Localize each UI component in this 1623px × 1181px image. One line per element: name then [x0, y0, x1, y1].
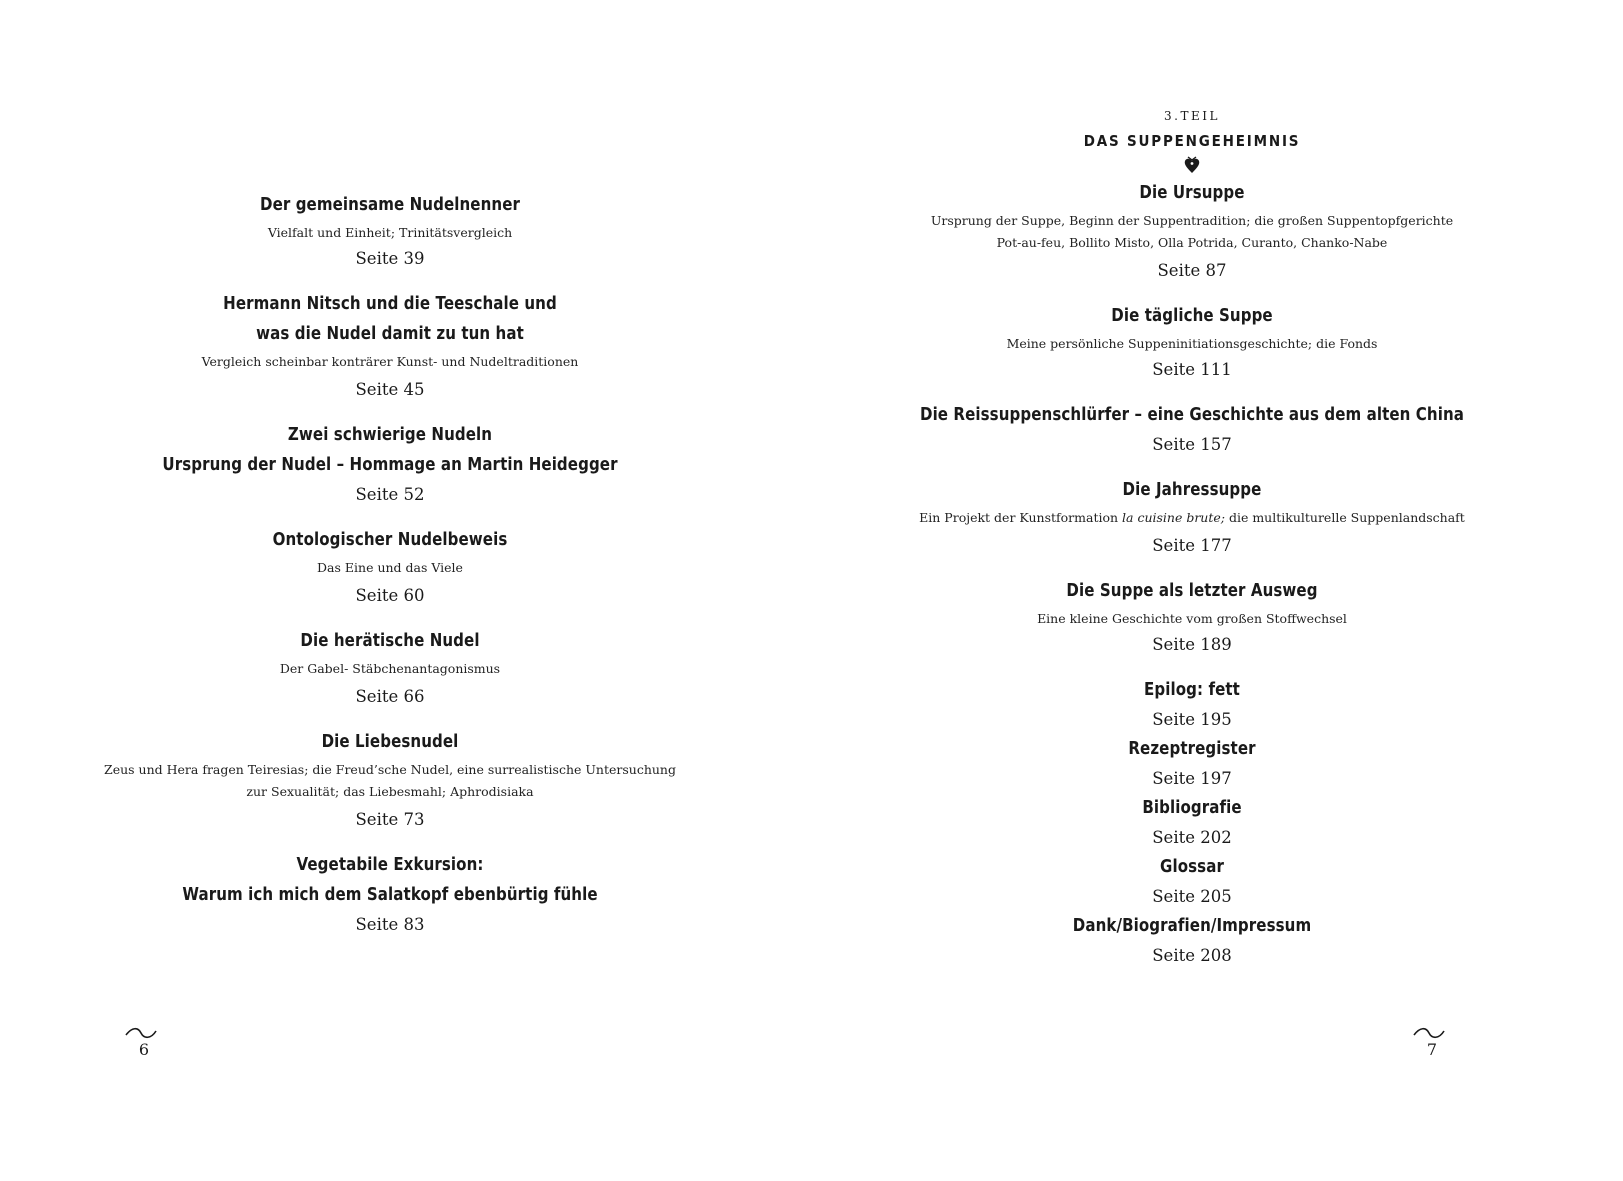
entry-subtitle-text: die multikulturelle Suppenlandschaft [1224, 510, 1465, 525]
page-number-right [1412, 1026, 1452, 1059]
entry-subtitle-text: Ein Projekt der Kunstformation [919, 510, 1123, 525]
entry-title: Dank/Biografien/Impressum [1072, 916, 1312, 936]
toc-entry [862, 178, 1522, 285]
toc-entry [862, 400, 1522, 459]
page-number-left [124, 1026, 164, 1059]
entry-page-ref: Seite 189 [1152, 635, 1232, 654]
tilde-ornament-icon [124, 1026, 158, 1040]
toc-entry [862, 475, 1522, 560]
toc-entry [862, 911, 1522, 970]
entry-page-ref: Seite 39 [355, 249, 425, 268]
entry-page-ref: Seite 208 [1152, 946, 1232, 965]
entry-page-ref: Seite 83 [355, 915, 425, 934]
entry-title: Zwei schwierige Nudeln [287, 425, 493, 445]
toc-entry [862, 852, 1522, 911]
entry-title: Die tägliche Suppe [1111, 306, 1273, 326]
toc-entry [60, 525, 720, 610]
toc-entry [862, 675, 1522, 734]
entry-title: Die Reissuppenschlürfer – eine Geschichte aus dem alten China [919, 405, 1465, 425]
entry-page-ref: Seite 73 [355, 810, 425, 829]
entry-title: Die herätische Nudel [300, 631, 480, 651]
tilde-ornament-icon [1412, 1026, 1446, 1040]
toc-entry [862, 301, 1522, 384]
part-label: 3.TEIL [1164, 109, 1220, 123]
entry-page-ref: Seite 45 [355, 380, 425, 399]
entry-subtitle [862, 507, 1522, 529]
toc-entry [60, 420, 720, 509]
toc-entry [60, 289, 720, 404]
toc-entry [60, 850, 720, 939]
entry-title: Epilog: fett [1144, 680, 1240, 700]
entry-subtitle: Zeus und Hera fragen Teiresias; die Freud’sche Nudel, eine surrealistische Untersuchung [104, 762, 676, 777]
entry-title: Die Liebesnudel [321, 732, 459, 752]
page-number: 6 [138, 1040, 150, 1059]
entry-page-ref: Seite 205 [1152, 887, 1232, 906]
entry-page-ref: Seite 87 [1157, 261, 1227, 280]
toc-entry [60, 190, 720, 273]
entry-subtitle: Das Eine und das Viele [317, 560, 463, 575]
entry-subtitle: Vielfalt und Einheit; Trinitätsvergleich [267, 225, 513, 240]
toc-entry [60, 626, 720, 711]
right-page [811, 0, 1623, 1181]
entry-title: Hermann Nitsch und die Teeschale und [223, 294, 557, 314]
toc-column-left [60, 190, 720, 955]
entry-title: Die Jahressuppe [1122, 480, 1262, 500]
entry-subtitle: Der Gabel- Stäbchenantagonismus [279, 661, 501, 676]
toc-entry [862, 576, 1522, 659]
entry-page-ref: Seite 202 [1152, 828, 1232, 847]
heart-ornament-icon [862, 152, 1522, 178]
entry-title: was die Nudel damit zu tun hat [256, 324, 524, 344]
entry-subtitle: Ursprung der Suppe, Beginn der Suppentradition; die großen Suppentopfgerichte [930, 213, 1454, 228]
entry-page-ref: Seite 197 [1152, 769, 1232, 788]
left-page [0, 0, 811, 1181]
entry-title: Der gemeinsame Nudelnenner [259, 195, 521, 215]
entry-subtitle: Pot-au-feu, Bollito Misto, Olla Potrida, Curanto, Chanko-Nabe [996, 235, 1388, 250]
entry-page-ref: Seite 66 [355, 687, 425, 706]
entry-title: Die Suppe als letzter Ausweg [1066, 581, 1318, 601]
entry-title: Vegetabile Exkursion: [296, 855, 484, 875]
toc-entry [60, 727, 720, 834]
entry-subtitle-italic: la cuisine brute; [1122, 510, 1225, 525]
entry-subtitle: Meine persönliche Suppeninitiationsgeschichte; die Fonds [1006, 336, 1378, 351]
toc-column-right [862, 108, 1522, 970]
entry-page-ref: Seite 111 [1152, 360, 1232, 379]
entry-title: Ontologischer Nudelbeweis [272, 530, 508, 550]
page-number: 7 [1426, 1040, 1438, 1059]
entry-title: Die Ursuppe [1139, 183, 1245, 203]
toc-entry [862, 793, 1522, 852]
entry-page-ref: Seite 177 [1152, 536, 1232, 555]
entry-title: Warum ich mich dem Salatkopf ebenbürtig fühle [182, 885, 598, 905]
part-title: DAS SUPPENGEHEIMNIS [1083, 132, 1301, 150]
entry-title: Glossar [1160, 857, 1224, 877]
entry-title: Bibliografie [1142, 798, 1242, 818]
entry-subtitle: Vergleich scheinbar konträrer Kunst- und Nudeltraditionen [201, 354, 579, 369]
entry-title: Rezeptregister [1128, 739, 1256, 759]
entry-subtitle: Eine kleine Geschichte vom großen Stoffwechsel [1037, 611, 1347, 626]
toc-entry [862, 734, 1522, 793]
entry-page-ref: Seite 195 [1152, 710, 1232, 729]
entry-title: Ursprung der Nudel – Hommage an Martin Heidegger [162, 455, 618, 475]
entry-subtitle: zur Sexualität; das Liebesmahl; Aphrodisiaka [246, 784, 534, 799]
entry-page-ref: Seite 60 [355, 586, 425, 605]
entry-page-ref: Seite 157 [1152, 435, 1232, 454]
entry-page-ref: Seite 52 [355, 485, 425, 504]
